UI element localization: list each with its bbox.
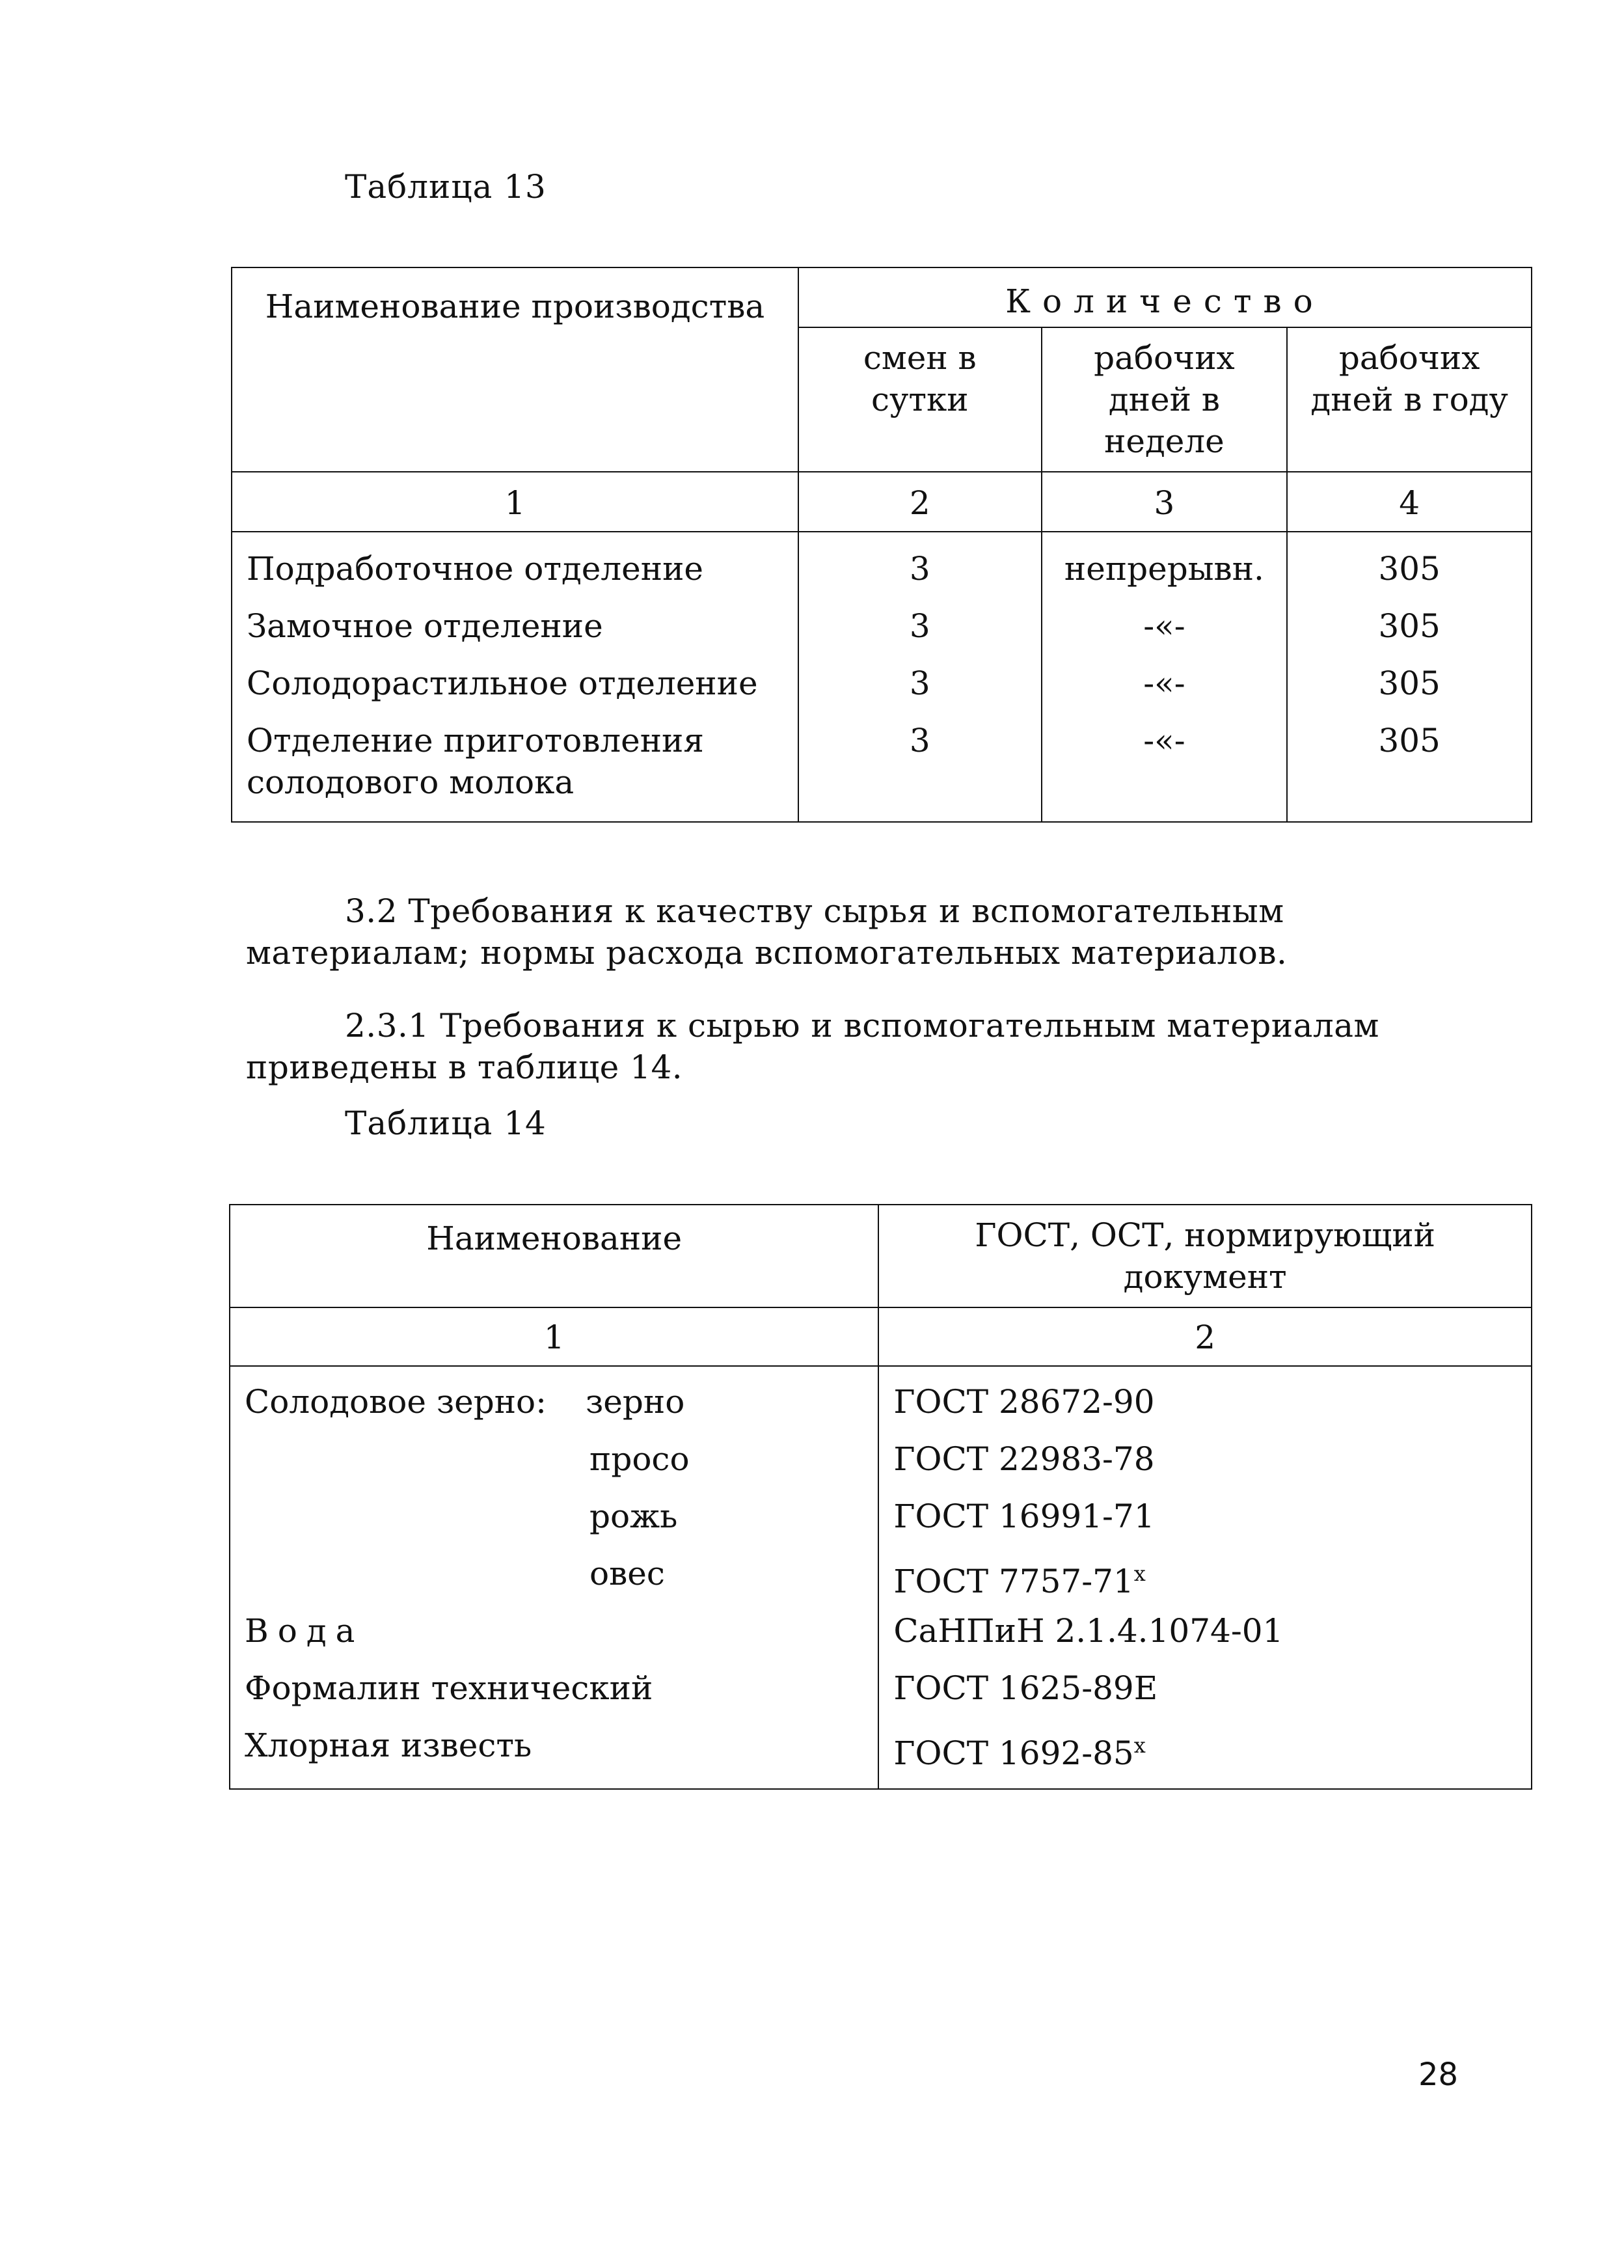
- table-cell: просо: [589, 1440, 690, 1478]
- table-cell: 3: [909, 607, 930, 645]
- days-week-values: [1042, 532, 1288, 822]
- table-cell: зерно: [586, 1383, 685, 1421]
- col-number: 2: [878, 1307, 1532, 1366]
- table-cell: -«-: [1143, 607, 1185, 645]
- table-row: [245, 1660, 863, 1717]
- table-cell: [893, 1430, 1517, 1488]
- table-cell: Вода: [245, 1612, 364, 1650]
- production-names: [232, 532, 798, 822]
- table-row: [245, 1373, 863, 1430]
- table-cell: рожь: [589, 1497, 678, 1535]
- section-2-3-1: 2.3.1 Требования к сырью и вспомогательным материалам приведены в таблице 14.: [246, 1007, 1379, 1086]
- header-name: Наименование: [230, 1205, 878, 1307]
- table-cell: Подработочное отделение: [247, 550, 703, 588]
- table-cell: Солодовое зерно:: [245, 1383, 547, 1421]
- col-number: 3: [1042, 472, 1288, 532]
- header-days-year: рабочих дней в году: [1287, 327, 1532, 472]
- header-production-name: Наименование производства: [232, 267, 798, 472]
- table13-caption: Таблица 13: [345, 168, 547, 206]
- header-days-week: рабочих дней в неделе: [1042, 327, 1288, 472]
- doc-text: ГОСТ 28672-90: [893, 1383, 1155, 1421]
- table-cell: [893, 1373, 1517, 1430]
- table-row: [245, 1430, 863, 1488]
- page-number: 28: [1418, 2056, 1459, 2093]
- table-13: [231, 267, 1532, 823]
- table-cell: Хлорная известь: [245, 1727, 532, 1764]
- table-cell: [893, 1488, 1517, 1545]
- doc-text: ГОСТ 1625-89Е: [893, 1669, 1158, 1707]
- table-cell: непрерывн.: [1064, 550, 1264, 588]
- table-cell: [893, 1545, 1517, 1602]
- material-names: [230, 1366, 878, 1789]
- header-document: ГОСТ, ОСТ, нормирующий документ: [878, 1205, 1532, 1307]
- doc-text: ГОСТ 22983-78: [893, 1440, 1155, 1478]
- header-shifts: смен в сутки: [798, 327, 1041, 472]
- header-quantity: Количество: [798, 267, 1532, 327]
- table-14: [229, 1204, 1532, 1790]
- col-number: 4: [1287, 472, 1532, 532]
- table-row: [245, 1602, 863, 1660]
- table-cell: 305: [1378, 664, 1441, 702]
- document-values: [878, 1366, 1532, 1789]
- table-cell: Формалин технический: [245, 1669, 653, 1707]
- days-year-values: [1287, 532, 1532, 822]
- section-3-2: 3.2 Требования к качеству сырья и вспомогательным материалам; нормы расхода вспомогательных материалов.: [246, 892, 1288, 972]
- table-cell: -«-: [1143, 722, 1185, 759]
- table-cell: 3: [909, 550, 930, 588]
- superscript-x: х: [1133, 1733, 1146, 1758]
- table-row: [245, 1545, 863, 1602]
- superscript-x: х: [1133, 1561, 1146, 1586]
- table-cell: овес: [589, 1555, 665, 1592]
- table-cell: Замочное отделение: [247, 607, 603, 645]
- col-number: 1: [230, 1307, 878, 1366]
- table-cell: [893, 1717, 1517, 1774]
- doc-text: ГОСТ 7757-71: [893, 1563, 1134, 1600]
- table-cell: 3: [909, 664, 930, 702]
- doc-text: ГОСТ 1692-85: [893, 1734, 1134, 1772]
- table-cell: Отделение приготовления солодового молока: [247, 722, 704, 801]
- col-number: 2: [798, 472, 1041, 532]
- table-cell: 305: [1378, 607, 1441, 645]
- doc-text: ГОСТ 16991-71: [893, 1497, 1155, 1535]
- table-cell: [893, 1602, 1517, 1660]
- table-cell: 305: [1378, 550, 1441, 588]
- shifts-values: [798, 532, 1041, 822]
- table-cell: [893, 1660, 1517, 1717]
- table-cell: -«-: [1143, 664, 1185, 702]
- table-row: [245, 1717, 863, 1774]
- table14-caption: Таблица 14: [345, 1104, 547, 1142]
- table-cell: 3: [909, 722, 930, 759]
- table-cell: 305: [1378, 722, 1441, 759]
- col-number: 1: [232, 472, 798, 532]
- doc-text: СаНПиН 2.1.4.1074-01: [893, 1612, 1284, 1650]
- table-cell: Солодорастильное отделение: [247, 664, 758, 702]
- table-row: [245, 1488, 863, 1545]
